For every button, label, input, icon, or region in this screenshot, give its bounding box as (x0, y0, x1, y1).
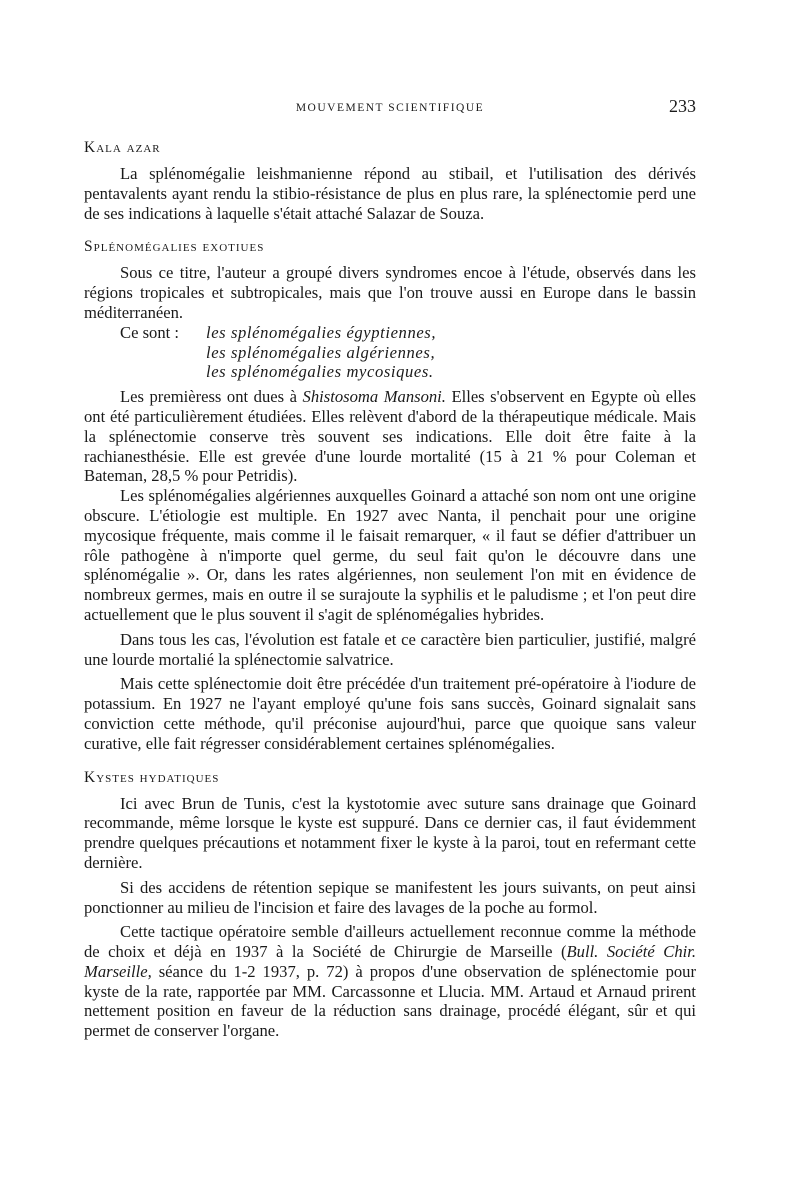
paragraph: Sous ce titre, l'auteur a groupé divers syndromes encoe à l'étude, observés dans les régions tropicales et subtropicales, mais que l'on trouve aussi en Europe dans le bassin méditerranéen. (84, 263, 696, 322)
emphasis: Bull. Société Chir. Marseille, (84, 942, 696, 981)
section-heading-splenomegalies-exotiques: Splénomégalies exotiues (84, 238, 265, 256)
paragraph: Dans tous les cas, l'évolution est fatale et ce caractère bien particulier, justifié, malgré une lourde mortalié la splénectomie salvatrice. (84, 629, 696, 669)
paragraph: Si des accidens de rétention sepique se manifestent les jours suivants, on peut ainsi ponctionner au milieu de l'incision et faire des lavages de la poche au formol. (84, 877, 696, 917)
running-title: MOUVEMENT SCIENTIFIQUE (295, 102, 485, 114)
section-heading-kala-azar: Kala azar (84, 139, 161, 156)
list-lead: Ce sont : (120, 322, 180, 342)
paragraph: Les premièress ont dues à Shistosoma Mansoni. Elles s'observent en Egypte où elles ont été particulièrement étudiées. Elles relèvent d'abord de la thérapeutique médicale. Mais la splénectomie conserve très souvent ses indications. Elle doit être faite à la rachianesthésie. Elle est grevée d'une lourde mortalité (15 à 21 % pour Coleman et Bateman, 28,5 % pour Petridis). (84, 387, 696, 486)
running-head (84, 96, 696, 126)
document-page (84, 96, 696, 1046)
paragraph: Mais cette splénectomie doit être précédée d'un traitement pré-opératoire à l'iodure de potassium. En 1927 ne l'ayant employé qu'une fois sans succès, Goinard signalait sans conviction cette méthode, qu'il préconise aujourd'hui, parce que quoique sans valeur curative, elle fait régresser considérablement certaines splénomégalies. (84, 674, 696, 753)
list-item: les splénomégalies algériennes, (206, 342, 436, 362)
list-item: les splénomégalies mycosiques. (206, 362, 434, 382)
paragraph: La splénomégalie leishmanienne répond au stibail, et l'utilisation des dérivés pentavalents ayant rendu la stibio-résistance de plus en plus rare, la splénectomie perd une de ses indications à laquelle s'était attaché Salazar de Souza. (84, 164, 696, 223)
list-item: les splénomégalies égyptiennes, (206, 322, 437, 342)
syndrome-list (84, 323, 696, 382)
paragraph: Les splénomégalies algériennes auxquelles Goinard a attaché son nom ont une origine obscure. L'étiologie est multiple. En 1927 avec Nanta, il penchait pour une origine mycosique fréquente, mais comme il le faisait remarquer, « il faut se défier d'attribuer un rôle pathogène à n'importe quel germe, du seul fait qu'on le découvre dans une splénomégalie ». Or, dans les rates algériennes, non seulement l'on mit en évidence de nombreux germes, mais en outre il se surajoute la syphilis et le paludisme ; et l'on peut dire actuellement que le plus souvent il s'agit de splénomégalies hybrides. (84, 486, 696, 624)
page-number: 233 (669, 96, 696, 116)
paragraph: Ici avec Brun de Tunis, c'est la kystotomie avec suture sans drainage que Goinard recommande, même lorsque le kyste est suppuré. Dans ce dernier cas, il faut évidemment prendre quelques précautions et notamment fixer le kyste à la paroi, tout en refermant cette dernière. (84, 793, 696, 872)
paragraph: Cette tactique opératoire semble d'ailleurs actuellement reconnue comme la méthode de choix et déjà en 1937 à la Société de Chirurgie de Marseille (Bull. Société Chir. Marseille, séance du 1-2 1937, p. 72) à propos d'une observation de splénectomie pour kyste de la rate, rapportée par MM. Carcassonne et Llucia. MM. Artaud et Arnaud prirent nettement position en faveur de la réduction sans drainage, procédé élégant, sûr et qui permet de conserver l'organe. (84, 922, 696, 1041)
emphasis: Shistosoma Mansoni. (302, 387, 446, 407)
section-heading-kystes-hydatiques: Kystes hydatiques (84, 768, 220, 786)
